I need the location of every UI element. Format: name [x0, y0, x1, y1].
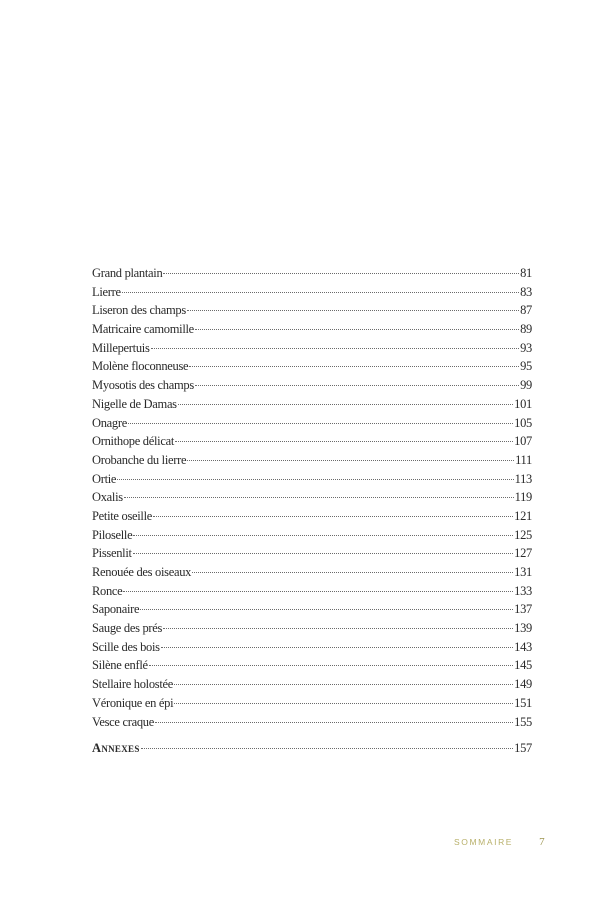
toc-entry-title: Sauge des prés [92, 621, 163, 636]
dot-leader [128, 423, 513, 424]
toc-entry-title: Saponaire [92, 602, 140, 617]
toc-entry-page: 107 [514, 434, 532, 449]
toc-entry[interactable] [92, 320, 532, 339]
toc-entry-title: Ornithope délicat [92, 434, 175, 449]
page-number: 7 [539, 836, 545, 848]
toc-entry-page: 125 [514, 527, 532, 542]
toc-entry-page: 83 [520, 284, 532, 299]
toc-entry-title: Matricaire camomille [92, 322, 194, 337]
toc-entry[interactable] [92, 432, 532, 451]
dot-leader [124, 497, 514, 498]
dot-leader [174, 703, 513, 704]
toc-entry-title: Pissenlit [92, 546, 132, 561]
toc-entry[interactable] [92, 713, 532, 732]
toc-entry-title: Stellaire holostée [92, 677, 174, 692]
toc-entry-annexes[interactable] [92, 739, 532, 758]
toc-entry[interactable] [92, 376, 532, 395]
toc-entry-title: Piloselle [92, 527, 133, 542]
toc-entry-title: Véronique en épi [92, 695, 174, 710]
dot-leader [123, 591, 513, 592]
toc-entry-page: 127 [514, 546, 532, 561]
toc-entry[interactable] [92, 582, 532, 601]
dot-leader [175, 441, 513, 442]
toc-entry-page: 89 [520, 322, 532, 337]
dot-leader [155, 722, 513, 723]
dot-leader [161, 647, 513, 648]
toc-entry[interactable] [92, 301, 532, 320]
dot-leader [153, 516, 513, 517]
page-footer [454, 836, 545, 848]
dot-leader [122, 292, 519, 293]
toc-entry[interactable] [92, 339, 532, 358]
dot-leader [195, 329, 519, 330]
toc-entry[interactable] [92, 619, 532, 638]
toc-entry-page: 119 [514, 490, 532, 505]
toc-entry-page: 111 [515, 452, 532, 467]
dot-leader [141, 748, 514, 749]
toc-entry-title: Vesce craque [92, 714, 154, 729]
table-of-contents [92, 264, 532, 758]
dot-leader [178, 404, 513, 405]
toc-entry-title: Onagre [92, 415, 127, 430]
toc-entry-title: Renouée des oiseaux [92, 565, 192, 579]
toc-entry[interactable] [92, 414, 532, 433]
dot-leader [189, 366, 519, 367]
toc-entry-page: 149 [514, 677, 532, 692]
dot-leader [195, 385, 519, 386]
toc-entry[interactable] [92, 694, 532, 713]
toc-entry-title: Ortie [92, 471, 117, 486]
toc-entry-title: Grand plantain [92, 266, 163, 280]
dot-leader [187, 310, 519, 311]
toc-entry-title: Ronce [92, 583, 123, 598]
toc-entry-page: 101 [514, 396, 532, 411]
dot-leader [163, 273, 519, 274]
toc-entry-page: 81 [520, 266, 532, 280]
toc-entry-page: 145 [514, 658, 532, 673]
toc-entry-title: Lierre [92, 284, 121, 299]
toc-entry-title: Silène enflé [92, 658, 148, 673]
toc-entry-title: Annexes [92, 741, 140, 756]
toc-entry-title: Molène floconneuse [92, 359, 189, 374]
dot-leader [163, 628, 513, 629]
toc-entry[interactable] [92, 563, 532, 582]
toc-entry-page: 143 [514, 639, 532, 654]
toc-entry[interactable] [92, 488, 532, 507]
running-footer-label: SOMMAIRE [454, 837, 514, 847]
toc-entry-page: 131 [514, 565, 532, 579]
toc-entry[interactable] [92, 544, 532, 563]
toc-entry[interactable] [92, 264, 532, 283]
toc-entry-title: Scille des bois [92, 639, 160, 654]
toc-entry-title: Myosotis des champs [92, 378, 194, 393]
toc-entry-page: 151 [514, 695, 532, 710]
toc-entry-title: Petite oseille [92, 508, 153, 523]
dot-leader [140, 609, 513, 610]
toc-entry[interactable] [92, 357, 532, 376]
toc-entry[interactable] [92, 451, 532, 470]
toc-entry-page: 137 [514, 602, 532, 617]
dot-leader [149, 665, 513, 666]
toc-entry-page: 105 [514, 415, 532, 430]
toc-entry-page: 133 [514, 583, 532, 598]
toc-entry-page: 95 [520, 359, 532, 374]
toc-entry-page: 139 [514, 621, 532, 636]
dot-leader [187, 460, 514, 461]
toc-entry-page: 157 [514, 741, 532, 756]
dot-leader [174, 684, 513, 685]
toc-entry[interactable] [92, 526, 532, 545]
toc-entry-title: Orobanche du lierre [92, 452, 187, 467]
dot-leader [133, 553, 513, 554]
dot-leader [151, 348, 520, 349]
toc-entry-page: 99 [520, 378, 532, 393]
dot-leader [117, 479, 513, 480]
toc-entry-title: Nigelle de Damas [92, 396, 177, 411]
toc-entry[interactable] [92, 283, 532, 302]
toc-entry-title: Liseron des champs [92, 303, 186, 318]
toc-entry[interactable] [92, 507, 532, 526]
dot-leader [192, 572, 513, 573]
toc-entry-page: 113 [514, 471, 532, 486]
toc-entry[interactable] [92, 470, 532, 489]
toc-entry[interactable] [92, 600, 532, 619]
toc-entry-page: 155 [514, 714, 532, 729]
toc-entry-page: 121 [514, 508, 532, 523]
toc-entry-title: Oxalis [92, 490, 123, 505]
toc-entry[interactable] [92, 656, 532, 675]
dot-leader [133, 535, 513, 536]
toc-entry-title: Millepertuis [92, 340, 150, 355]
toc-entry-page: 87 [520, 303, 532, 318]
toc-entry[interactable] [92, 395, 532, 414]
toc-entry-page: 93 [520, 340, 532, 355]
toc-entry[interactable] [92, 638, 532, 657]
toc-entry[interactable] [92, 675, 532, 694]
